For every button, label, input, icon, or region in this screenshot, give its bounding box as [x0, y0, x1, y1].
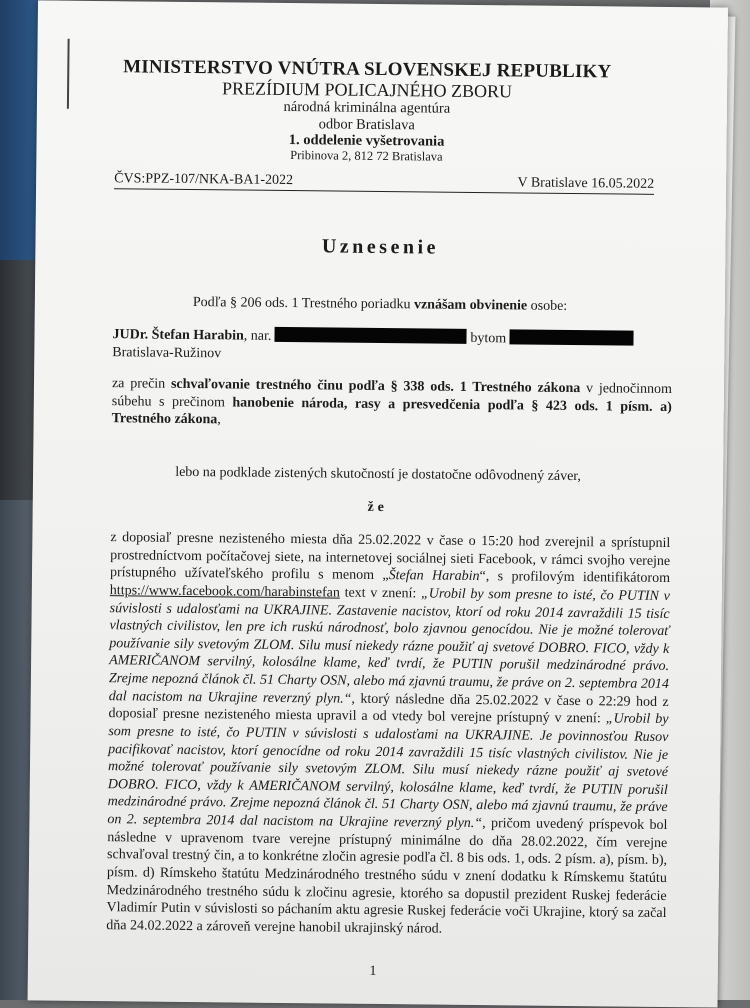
facts-text-3: text v znení: [339, 585, 422, 602]
quote-original: „Urobil by som presne to isté, čo PUTIN v súvislosti s udalosťami na UKRAJINE. Zastavenie nacistov, ktorí od roku 2014 zavraždili 15 tisíc vlastných civilistov, len pre ich ruskú národnosť, bolo zjavnou genocídou. Nie je možné tolerovať používanie sily svetovým ZLOM. Silu musí niekedy rázne použiť aj svetové DOBRO. FICO, vždy k AMERIČANOM servilný, kolosálne klame, keď tvrdí, že PUTIN porušil medzinárodné právo. Zrejme nepozná článok čl. 51 Charty OSN, alebo má zjavnú traumu, že práve on 2. septembra 2014 dal nacistom na Ukrajine reverzný plyn.“ [108, 586, 670, 707]
profile-url-link[interactable]: https://www.facebook.com/harabinstefan [109, 583, 340, 601]
redaction-address [510, 329, 634, 345]
accused-person [112, 325, 672, 367]
agency-name: národná kriminálna agentúra [283, 99, 451, 118]
residence-city: Bratislava-Ružinov [112, 344, 222, 361]
facts-text-5: , pričom uvedený príspevok bol následne v upravenom tvare verejne prístupný minimálne do dňa 28.02.2022, čím verejne schvaľoval trestný čin, a to konkrétne zločin agresie podľa čl. 8 bis ods. 1, ods. 2 písm. a), písm. b), písm. d) Rímskeho štatútu Medzinárodného trestného súdu v znení dodatku k Rímskemu štatútu Medzinárodného trestného súdu k zločinu agresie, ktorého sa dopustil prezident Ruskej federácie Vladimír Putin v súvislosti so páchaním aktu agresie Ruskej federácie voči Ukrajine, ktorý sa začal dňa 24.02.2022 a zároveň verejne hanobil ukrajinský národ. [106, 816, 668, 937]
born-label: , nar. [243, 328, 272, 344]
charge-offense-2: hanobenie národa, rasy a presvedčenia podľa § 423 ods. 1 písm. a) Trestného zákona [111, 395, 672, 428]
intro-bold: vznášam obvinenie [413, 297, 528, 314]
intro-text-end: osobe: [527, 298, 568, 314]
document-title: Uznesenie [321, 235, 440, 259]
intro-text: Podľa § 206 ods. 1 Trestného poriadku [192, 295, 415, 313]
facts-paragraph [106, 529, 670, 940]
charge-offense-1: schvaľovanie trestného činu podľa § 338 ods. 1 Trestného zákona [170, 376, 581, 397]
redaction-birthdate [275, 327, 467, 344]
case-number: ČVS:PPZ-107/NKA-BA1-2022 [114, 171, 294, 189]
residence-label: bytom [470, 330, 507, 347]
department-name: odbor Bratislava [318, 115, 415, 133]
page-number: 1 [369, 963, 377, 979]
place-date: V Bratislave 16.05.2022 [517, 175, 655, 192]
charge-text-2: v jednočinnom súbehu s prečinom [111, 381, 673, 411]
facts-text-4: , ktorý následne dňa 25.02.2022 v čase o 22:29 hod z doposiaľ presne nezisteného miesta upravil a od vtedy bol verejne prístupný v znení: [108, 691, 669, 727]
accused-name: JUDr. Štefan Harabin [112, 327, 244, 344]
ze-heading: že [367, 499, 389, 516]
background-dark-binder [0, 260, 36, 500]
margin-mark [67, 39, 70, 109]
background-blue-binder [0, 0, 40, 260]
facts-text-1: z doposiaľ presne nezisteného miesta dňa 25.02.2022 v čase o 15:20 hod zverejnil a sprístupnil prostredníctvom počítačovej siete, na internetovej sociálnej sieti Facebook, v rámci svojho verejne prístupného užívateľského profilu s menom „ [109, 530, 671, 584]
charge-paragraph [112, 375, 673, 434]
presidium-name: PREZÍDIUM POLICAJNÉHO ZBORU [221, 78, 513, 102]
address: Pribinova 2, 812 72 Bratislava [290, 148, 443, 164]
charge-text-1: za prečin [111, 376, 172, 392]
letterhead [106, 56, 627, 166]
profile-name: Štefan Harabin [388, 568, 480, 585]
charge-text-3: , [217, 412, 221, 428]
section-name: 1. oddelenie vyšetrovania [288, 131, 445, 150]
basis-sentence: lebo na podklade zistených skutočností je dostatočne odôvodnený záver, [175, 464, 581, 485]
document-page [28, 0, 728, 1007]
ministry-name: MINISTERSTVO VNÚTRA SLOVENSKEJ REPUBLIKY [123, 56, 612, 83]
intro-paragraph [113, 293, 673, 316]
facts-text-2: “, s profilovým identifikátorom [479, 569, 671, 587]
quote-edited: „Urobil by som presne to isté, čo PUTIN v súvislosti s udalosťami na UKRAJINE. Je povinnosťou Rusov pacifikovať nacistov, ktorí genocídne od roku 2014 zavraždili 15 tisíc vlastných civilistov. Nie je možné tolerovať používanie sily svetovým ZLOM. Silu musí niekedy rázne použiť aj svetové DOBRO. FICO, vždy k AMERIČANOM servilný, kolosálne klame, keď tvrdí, že PUTIN porušil medzinárodné právo. Zrejme nepozná článok čl. 51 Charty OSN, alebo má zjavnú traumu, že práve on 2. septembra 2014 dal nacistom na Ukrajine reverzný plyn.“ [107, 711, 669, 832]
reference-line [114, 171, 654, 195]
